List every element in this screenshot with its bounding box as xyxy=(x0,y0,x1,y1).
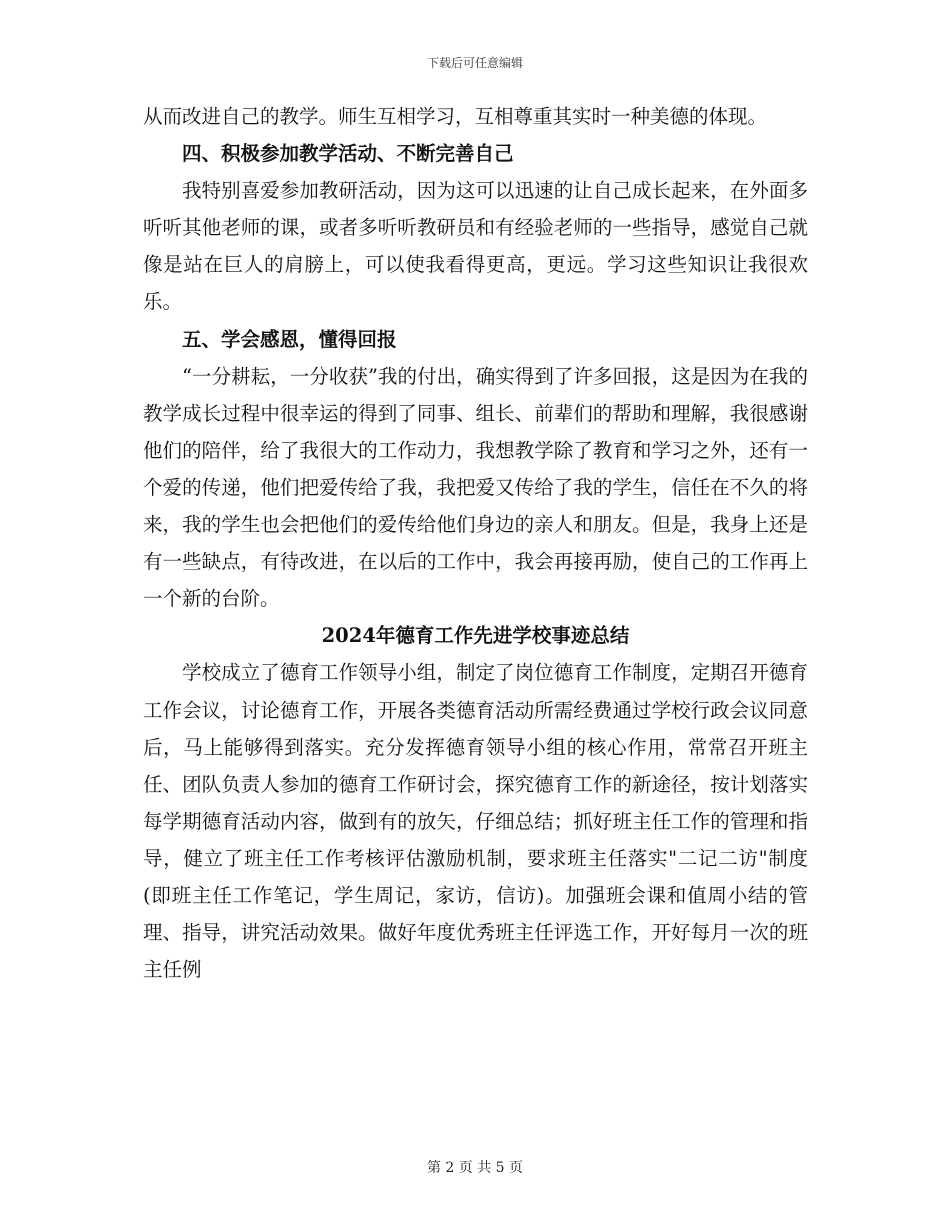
section-heading-4: 四、积极参加教学活动、不断完善自己 xyxy=(182,142,514,166)
paragraph-moral-education: 学校成立了德育工作领导小组，制定了岗位德育工作制度，定期召开德育工作会议，讨论德育工作，开展各类德育活动所需经费通过学校行政会议同意后，马上能够得到落实。充分发挥德育领导小组的核心作用，常常召开班主任、团队负责人参加的德育工作研讨会，探究德育工作的新途径，按计划落实每学期德育活动内容，做到有的放矢，仔细总结；抓好班主任工作的管理和指导，健立了班主任工作考核评估激励机制，要求班主任落实"二记二访"制度(即班主任工作笔记，学生周记，家访，信访)。加强班会课和值周小结的管理、指导，讲究活动效果。做好年度优秀班主任评选工作，开好每月一次的班主任例 xyxy=(143,661,808,982)
page-number: 第 2 页 共 5 页 xyxy=(426,1160,524,1176)
document-title: 2024年德育工作先进学校事迹总结 xyxy=(321,624,630,648)
page-header: 下载后可任意编辑 xyxy=(426,56,523,70)
document-body xyxy=(143,98,808,988)
paragraph-gratitude: “一分耕耘，一分收获”我的付出，确实得到了许多回报，这是因为在我的教学成长过程中很幸运的得到了同事、组长、前辈们的帮助和理解，我很感谢他们的陪伴，给了我很大的工作动力，我想教学除了教育和学习之外，还有一个爱的传递，他们把爱传给了我，我把爱又传给了我的学生，信任在不久的将来，我的学生也会把他们的爱传给他们身边的亲人和朋友。但是，我身上还是有一些缺点，有待改进，在以后的工作中，我会再接再励，使自己的工作再上一个新的台阶。 xyxy=(143,364,808,611)
section-heading-5: 五、学会感恩，懂得回报 xyxy=(182,327,397,351)
paragraph-continuation: 从而改进自己的教学。师生互相学习，互相尊重其实时一种美德的体现。 xyxy=(143,105,768,128)
paragraph-teaching-research: 我特别喜爱参加教研活动，因为这可以迅速的让自己成长起来，在外面多听听其他老师的课，或者多听听教研员和有经验老师的一些指导，感觉自己就像是站在巨人的肩膀上，可以使我看得更高，更远。学习这些知识让我很欢乐。 xyxy=(143,179,808,314)
